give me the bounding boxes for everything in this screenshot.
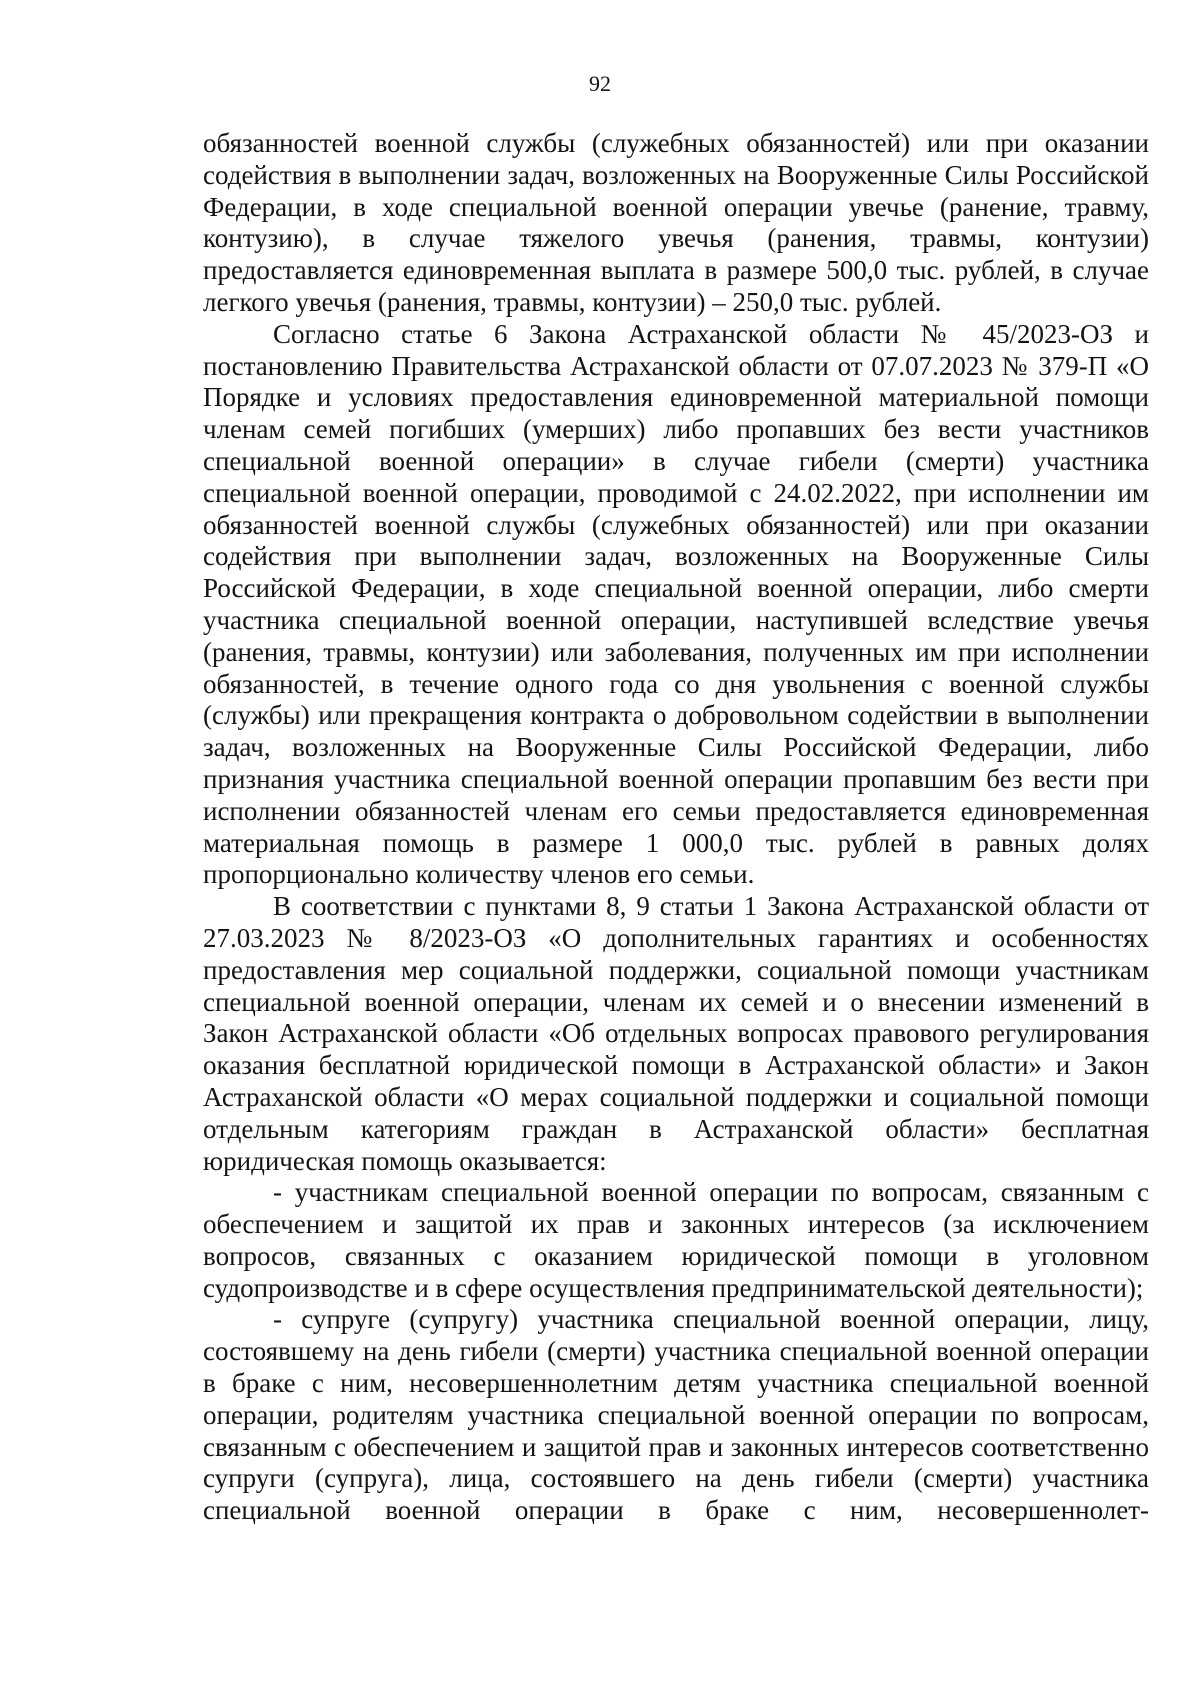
list-item-participants: - участникам специальной военной операции по вопросам, связанным с обеспечением и защитой их прав и законных интересов (за исключением вопросов, связанных с оказанием юридической помощи в уголовном судопроизводстве и в сфере осуществления предпринимательской деятельности); — [203, 1177, 1149, 1303]
document-body — [203, 128, 1149, 1527]
paragraph-continuation: обязанностей военной службы (служебных обязанностей) или при оказании содействия в выполнении задач, возложенных на Вооруженные Силы Российской Федерации, в ходе специальной военной операции увечье (ранение, травму, контузию), в случае тяжелого увечья (ранения, травмы, контузии) предоставляется единовременная выплата в размере 500,0 тыс. рублей, в случае легкого увечья (ранения, травмы, контузии) – 250,0 тыс. рублей. — [203, 128, 1149, 317]
list-item-family-members: - супруге (супругу) участника специальной военной операции, лицу, состоявшему на день гибели (смерти) участника специальной военной операции в браке с ним, несовершеннолетним детям участника специальной военной операции, родителям участника специальной военной операции по вопросам, связанным с обеспечением и защитой прав и законных интересов соответственно супруги (супруга), лица, состоявшего на день гибели (смерти) участника специальной военной операции в браке с ним, несовершеннолет- — [203, 1304, 1149, 1526]
paragraph-legal-aid-intro: В соответствии с пунктами 8, 9 статьи 1 Закона Астраханской области от 27.03.2023 № 8/2023-ОЗ «О дополнительных гарантиях и особенностях предоставления мер социальной поддержки, социальной помощи участникам специальной военной операции, членам их семей и о внесении изменений в Закон Астраханской области «Об отдельных вопросах правового регулирования оказания бесплатной юридической помощи в Астраханской области» и Закон Астраханской области «О мерах социальной поддержки и социальной помощи отдельным категориям граждан в Астраханской области» бесплатная юридическая помощь оказывается: — [203, 891, 1149, 1176]
page-number: 92 — [589, 71, 611, 96]
paragraph-article-6: Согласно статье 6 Закона Астраханской области № 45/2023-ОЗ и постановлению Правительства Астраханской области от 07.07.2023 № 379-П «О Порядке и условиях предоставления единовременной материальной помощи членам семей погибших (умерших) либо пропавших без вести участников специальной военной операции» в случае гибели (смерти) участника специальной военной операции, проводимой с 24.02.2022, при исполнении им обязанностей военной службы (служебных обязанностей) или при оказании содействия при выполнении задач, возложенных на Вооруженные Силы Российской Федерации, в ходе специальной военной операции, либо смерти участника специальной военной операции, наступившей вследствие увечья (ранения, травмы, контузии) или заболевания, полученных им при исполнении обязанностей, в течение одного года со дня увольнения с военной службы (службы) или прекращения контракта о добровольном содействии в выполнении задач, возложенных на Вооруженные Силы Российской Федерации, либо признания участника специальной военной операции пропавшим без вести при исполнении обязанностей членам его семьи предоставляется единовременная материальная помощь в размере 1 000,0 тыс. рублей в равных долях пропорционально количеству членов его семьи. — [203, 318, 1149, 890]
